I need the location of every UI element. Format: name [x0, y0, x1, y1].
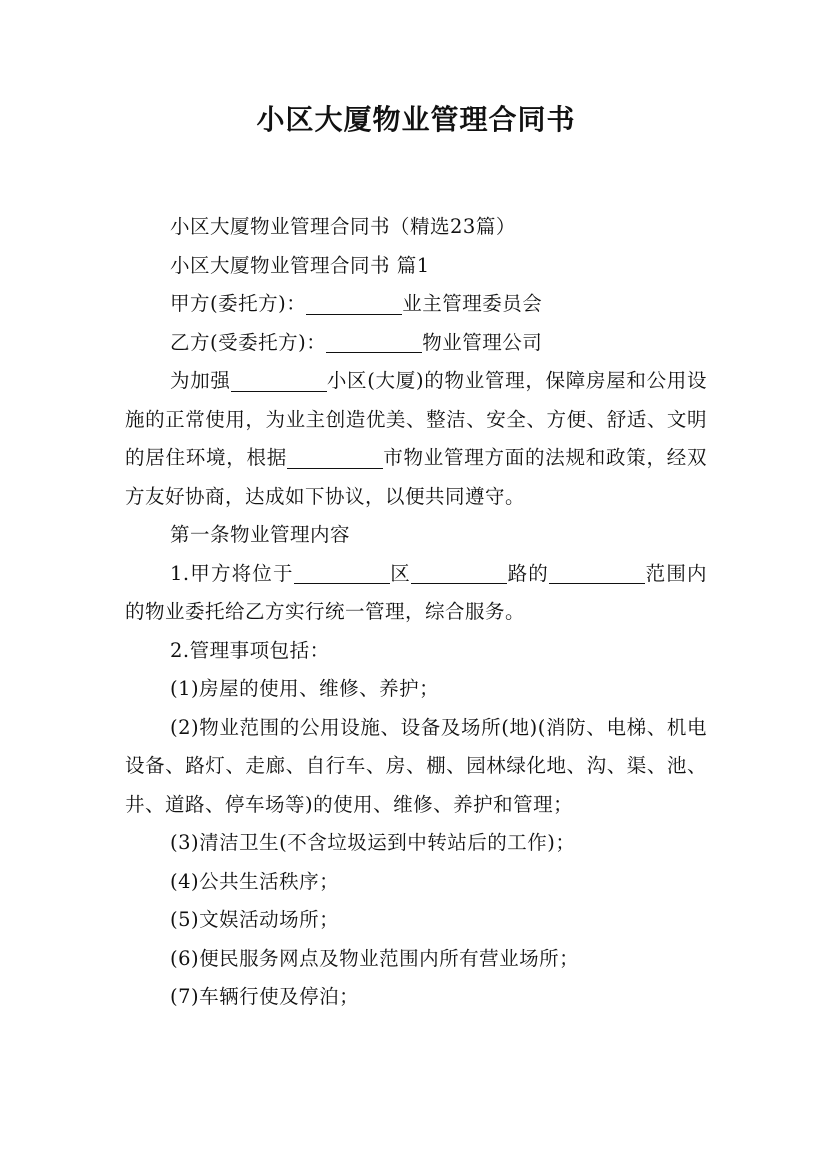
blank-line — [549, 563, 645, 584]
blank-line — [287, 447, 383, 468]
sub-item: (5)文娱活动场所； — [170, 908, 340, 931]
blank-line — [411, 563, 507, 584]
subtitle-line: 小区大厦物业管理合同书（精选23篇） — [170, 215, 516, 238]
party-a-line — [125, 285, 707, 324]
item1-paragraph — [125, 555, 707, 632]
sub-item: (3)清洁卫生(不含垃圾运到中转站后的工作)； — [170, 831, 576, 854]
item1-part4: 范围内的物业委托给乙方实行统一管理，综合服务。 — [125, 561, 707, 623]
party-a-suffix: 业主管理委员会 — [402, 292, 543, 315]
item1-part1: 1.甲方将位于 — [170, 561, 294, 585]
blank-line — [306, 293, 402, 314]
blank-line — [326, 332, 422, 353]
sub-item: (6)便民服务网点及物业范围内所有营业场所； — [170, 946, 580, 970]
party-b-prefix: 乙方(受委托方)： — [170, 330, 327, 354]
party-b-suffix: 物业管理公司 — [422, 330, 543, 354]
blank-line — [294, 563, 390, 584]
party-b-line — [125, 324, 707, 363]
article1-heading: 第一条物业管理内容 — [170, 523, 351, 546]
preamble-part1: 为加强 — [170, 369, 231, 392]
preamble-paragraph — [125, 362, 707, 516]
party-a-prefix: 甲方(委托方)： — [170, 292, 307, 315]
item1-part2: 区 — [389, 561, 411, 585]
sub-item: (1)房屋的使用、维修、养护； — [170, 677, 440, 700]
blank-line — [231, 370, 327, 391]
sub-item: (2)物业范围的公用设施、设备及场所(地)(消防、电梯、机电设备、路灯、走廊、自行车、房、棚、园林绿化地、沟、渠、池、井、道路、停车场等)的使用、维修、养护和管理； — [125, 715, 707, 816]
preamble-part2: 小区(大厦)的物业管理，保障房屋和公用设施的正常使用，为业主创造优美、整洁、安全、方便、舒适、文明的居住环境，根据 — [125, 369, 707, 469]
document-title: 小区大厦物业管理合同书 — [256, 103, 576, 136]
preamble-part3: 市物业管理方面的法规和政策，经双方友好协商，达成如下协议，以便共同遵守。 — [125, 446, 707, 508]
section-heading: 小区大厦物业管理合同书 篇1 — [170, 253, 430, 277]
item2-heading: 2.管理事项包括： — [170, 638, 330, 662]
sub-item: (4)公共生活秩序； — [170, 869, 340, 893]
sub-item: (7)车辆行使及停泊； — [170, 985, 360, 1008]
item1-part3: 路的 — [506, 561, 549, 585]
